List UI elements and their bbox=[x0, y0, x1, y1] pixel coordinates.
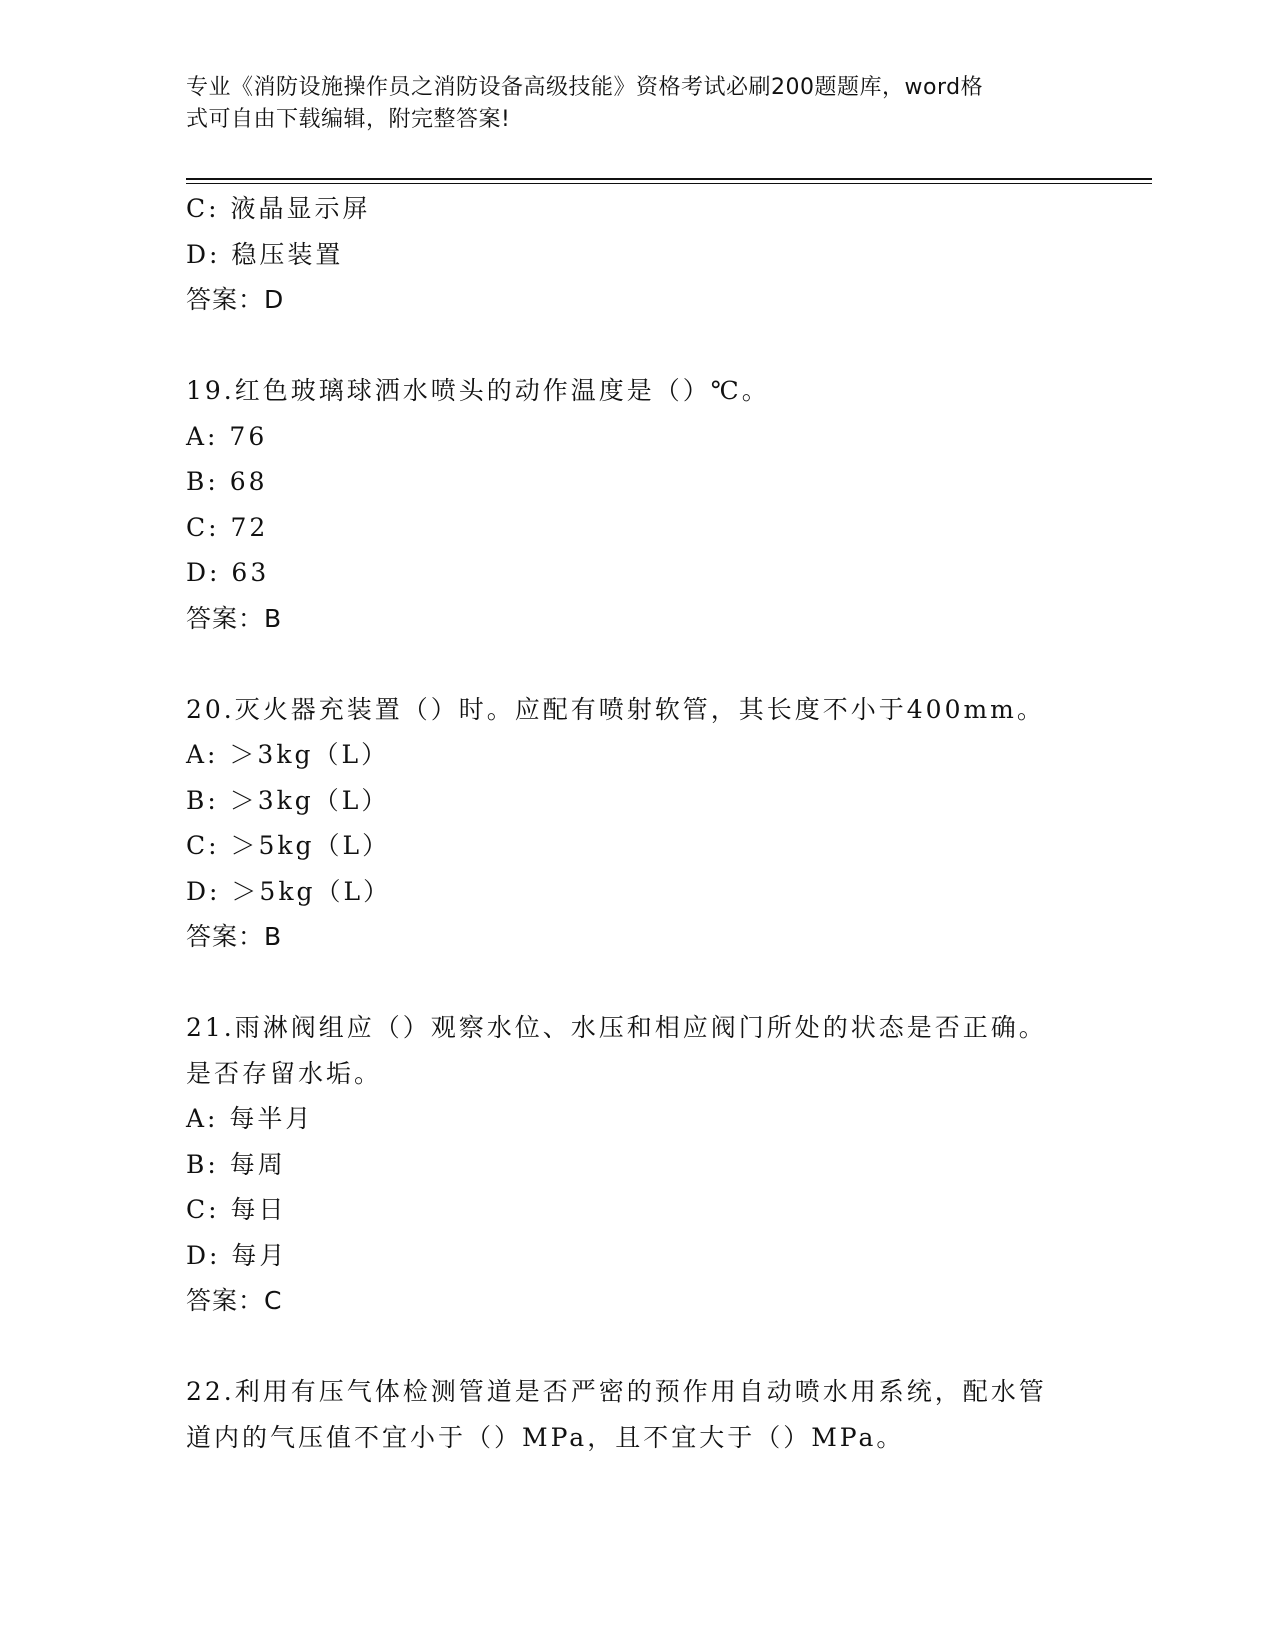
question-stem: 21.雨淋阀组应（）观察水位、水压和相应阀门所处的状态是否正确。 bbox=[186, 1013, 1047, 1042]
option-a: A: 76 bbox=[186, 421, 268, 451]
option-b: B: ＞3kg（L） bbox=[186, 785, 390, 815]
option-d: D: 稳压装置 bbox=[186, 239, 344, 269]
document-header bbox=[186, 72, 1066, 136]
question-list bbox=[186, 186, 1106, 1460]
header-line-1: 专业《消防设施操作员之消防设备高级技能》资格考试必刷200题题库，word格 bbox=[186, 75, 984, 100]
header-line-2: 式可自由下载编辑，附完整答案! bbox=[186, 107, 511, 132]
option-c: C: 液晶显示屏 bbox=[186, 194, 371, 223]
option-c: C: ＞5kg（L） bbox=[186, 831, 391, 860]
spacer bbox=[186, 323, 1106, 369]
option-d: D: 63 bbox=[186, 558, 270, 587]
question-stem-continued: 是否存留水垢。 bbox=[186, 1058, 383, 1088]
option-b: B: 每周 bbox=[186, 1149, 286, 1179]
option-d: D: 每月 bbox=[186, 1240, 288, 1270]
header-divider-thick bbox=[186, 178, 1152, 180]
spacer bbox=[186, 960, 1106, 1006]
option-b: B: 68 bbox=[186, 467, 268, 496]
answer: 答案：B bbox=[186, 603, 283, 633]
option-c: C: 72 bbox=[186, 512, 269, 542]
question-stem: 22.利用有压气体检测管道是否严密的预作用自动喷水用系统，配水管 bbox=[186, 1377, 1047, 1406]
spacer bbox=[186, 1324, 1106, 1370]
spacer bbox=[186, 641, 1106, 687]
answer: 答案：C bbox=[186, 1286, 283, 1315]
option-a: A: 每半月 bbox=[186, 1104, 314, 1133]
question-stem: 19.红色玻璃球洒水喷头的动作温度是（）℃。 bbox=[186, 376, 770, 405]
option-a: A: ＞3kg（L） bbox=[186, 740, 390, 769]
question-stem-continued: 道内的气压值不宜小于（）MPa，且不宜大于（）MPa。 bbox=[186, 1422, 905, 1452]
header-divider-thin bbox=[186, 183, 1152, 184]
question-stem: 20.灭火器充装置（）时。应配有喷射软管，其长度不小于400mm。 bbox=[186, 694, 1045, 724]
option-d: D: ＞5kg（L） bbox=[186, 876, 392, 906]
option-c: C: 每日 bbox=[186, 1195, 287, 1224]
answer: 答案：D bbox=[186, 285, 285, 314]
answer: 答案：B bbox=[186, 922, 283, 951]
